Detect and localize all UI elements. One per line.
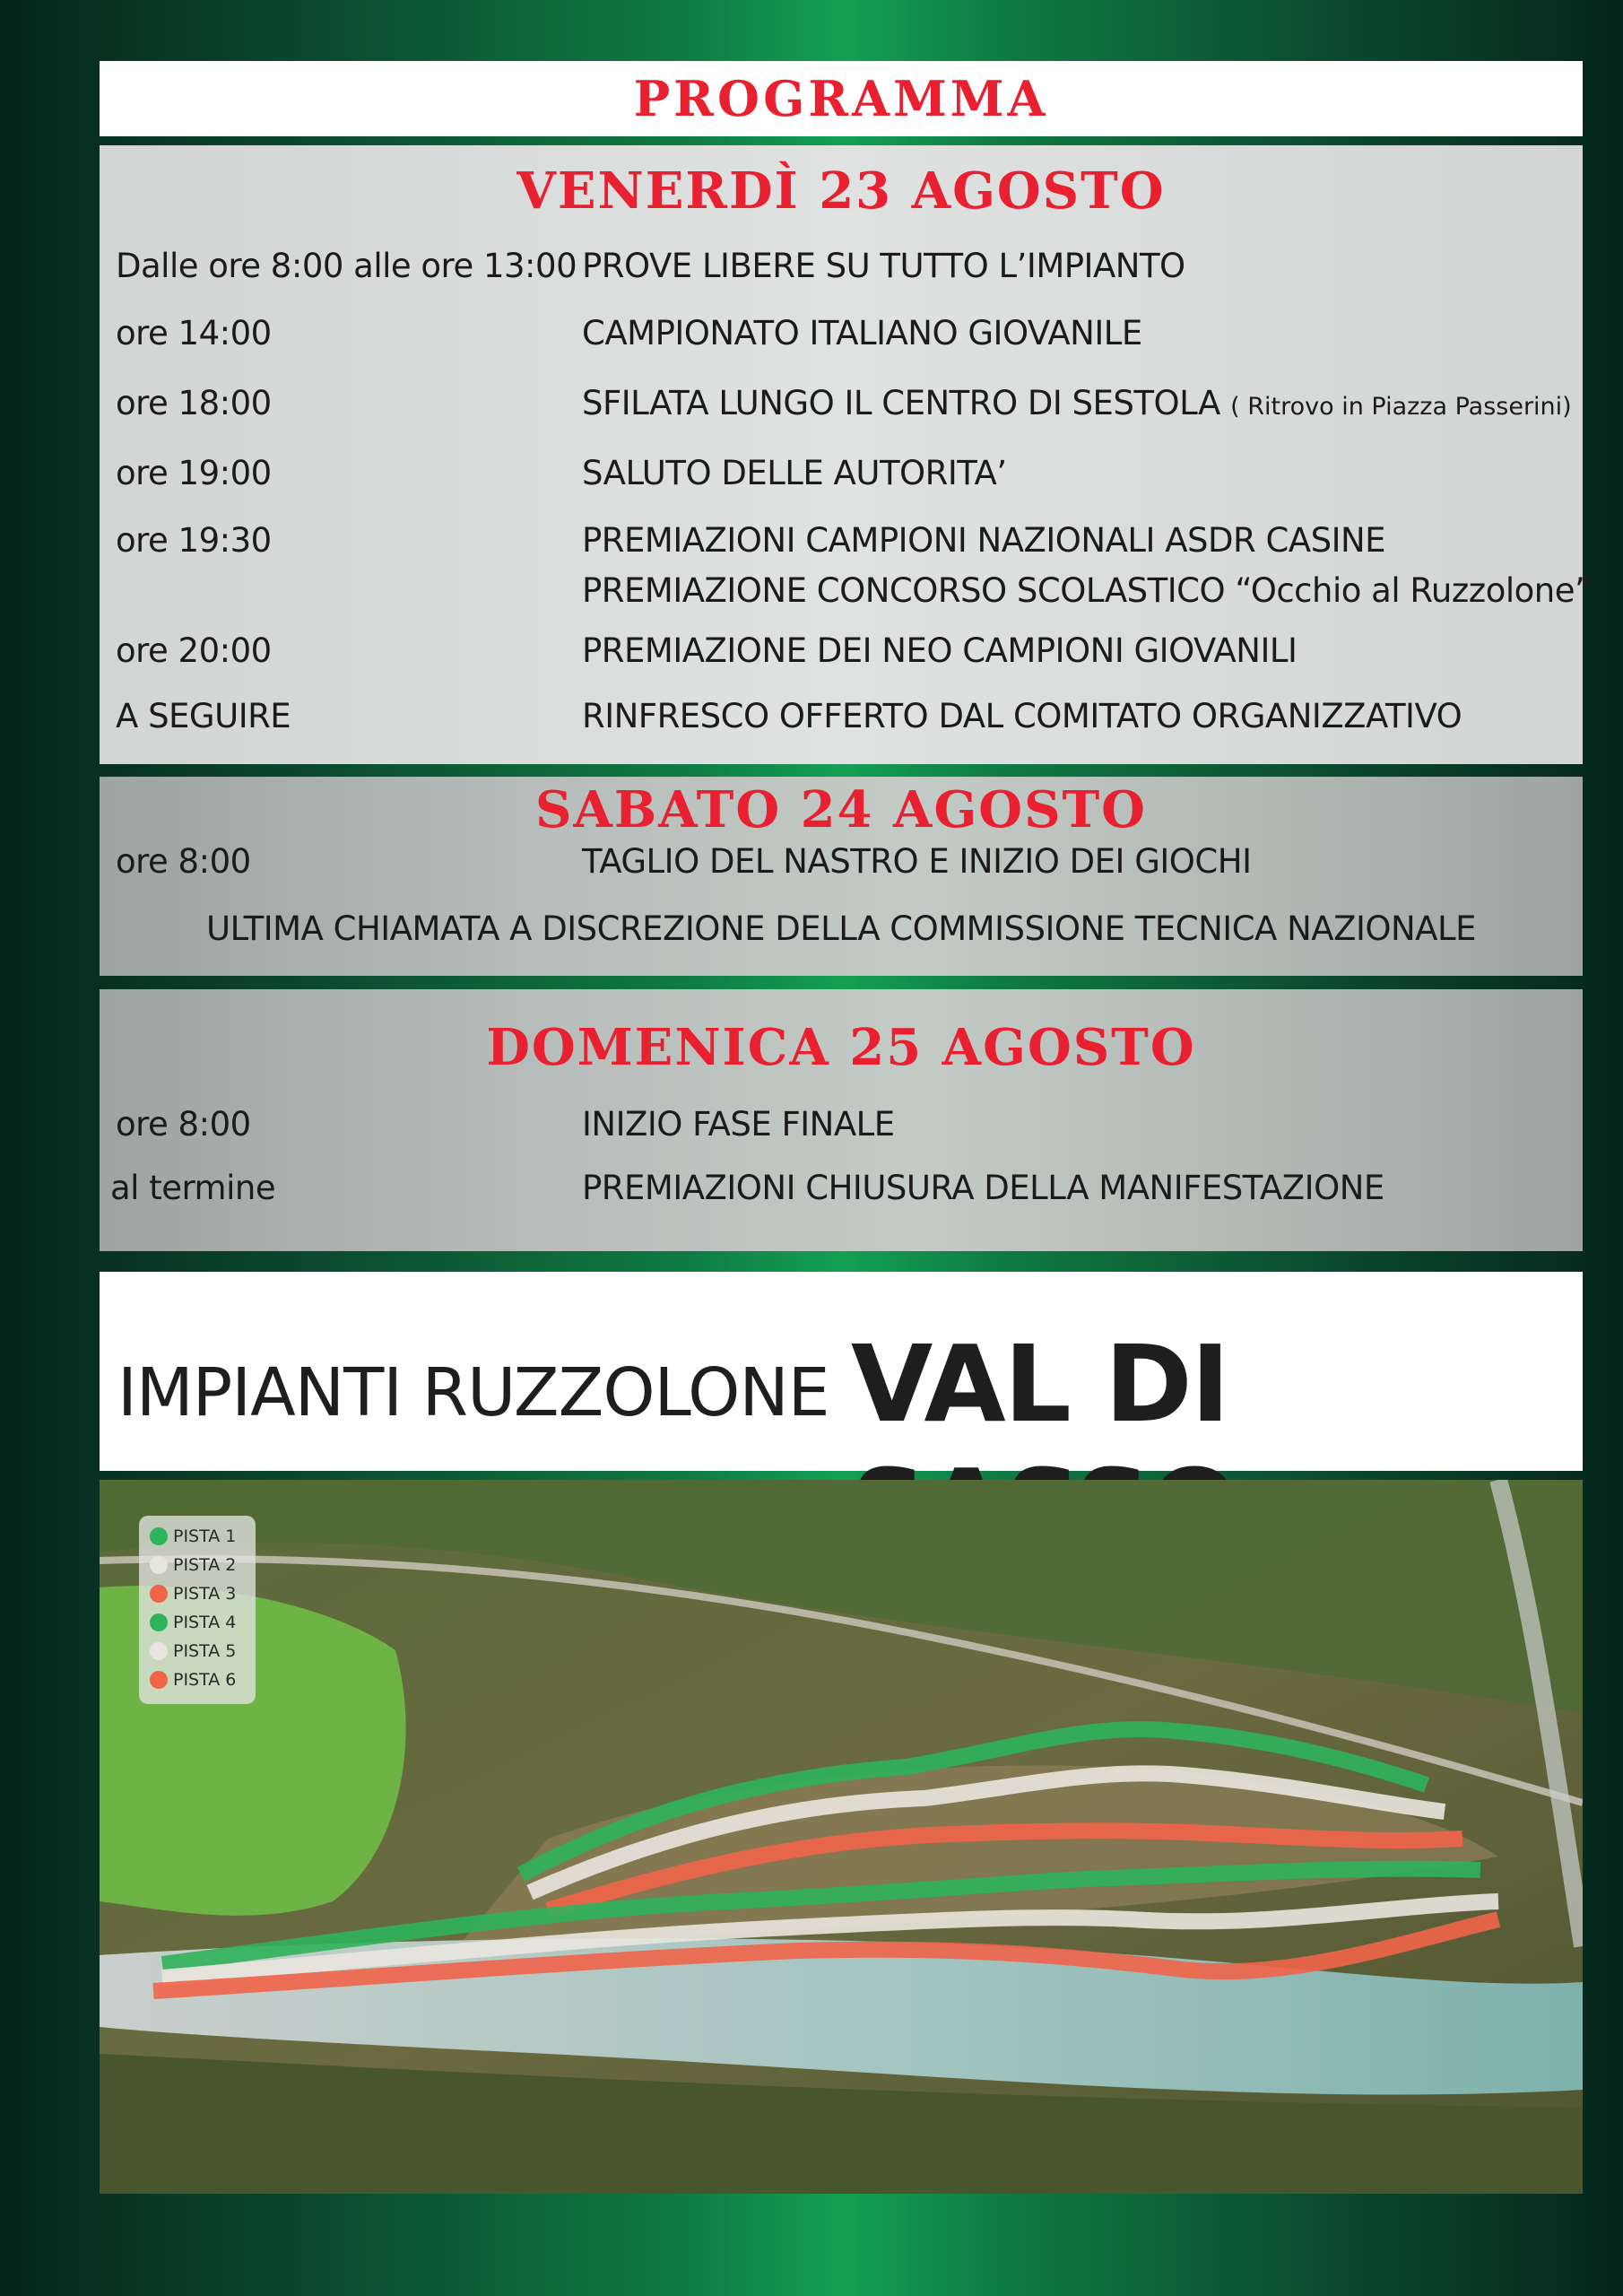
venue-prefix: IMPIANTI RUZZOLONE (117, 1354, 829, 1431)
schedule-desc (582, 381, 1572, 430)
programme-title: PROGRAMMA (633, 70, 1049, 127)
schedule-time: ore 19:00 (116, 454, 272, 492)
schedule-note-row (100, 907, 1583, 952)
schedule-row (100, 451, 1583, 496)
legend-dot (150, 1613, 168, 1631)
schedule-time: ore 18:00 (116, 384, 272, 422)
schedule-desc: PREMIAZIONI CAMPIONI NAZIONALI ASDR CASINE (582, 521, 1386, 560)
schedule-desc: SALUTO DELLE AUTORITA’ (582, 454, 1007, 492)
schedule-row (100, 1166, 1583, 1211)
schedule-row (100, 1102, 1583, 1147)
venue-banner (100, 1272, 1583, 1471)
day-heading: SABATO 24 AGOSTO (535, 780, 1147, 839)
schedule-row (100, 518, 1583, 563)
legend-label: PISTA 5 (173, 1641, 237, 1661)
schedule-desc: CAMPIONATO ITALIANO GIOVANILE (582, 314, 1142, 352)
schedule-desc: TAGLIO DEL NASTRO E INIZIO DEI GIOCHI (582, 842, 1252, 881)
schedule-row (100, 381, 1583, 426)
legend-dot (150, 1556, 168, 1574)
legend-label: PISTA 6 (173, 1670, 237, 1690)
legend-dot (150, 1585, 168, 1603)
schedule-row (100, 839, 1583, 884)
schedule-desc: INIZIO FASE FINALE (582, 1105, 895, 1144)
day-heading: VENERDÌ 23 AGOSTO (516, 161, 1166, 221)
track-legend (139, 1516, 256, 1704)
schedule-desc: RINFRESCO OFFERTO DAL COMITATO ORGANIZZATIVO (582, 697, 1462, 735)
schedule-row (100, 311, 1583, 356)
venue-name: VAL DI (851, 1322, 1228, 1446)
schedule-row (100, 694, 1583, 739)
legend-dot (150, 1642, 168, 1660)
legend-dot (150, 1527, 168, 1545)
schedule-row-continued (100, 569, 1592, 613)
schedule-desc-main: SFILATA LUNGO IL CENTRO DI SESTOLA (582, 384, 1220, 422)
schedule-time: ore 20:00 (116, 631, 272, 670)
schedule-desc: PREMIAZIONE DEI NEO CAMPIONI GIOVANILI (582, 631, 1298, 670)
day-section-saturday (100, 777, 1583, 976)
schedule-note: ULTIMA CHIAMATA A DISCREZIONE DELLA COMMISSIONE TECNICA NAZIONALE (206, 909, 1476, 948)
programme-header (100, 61, 1583, 136)
schedule-time: ore 19:30 (116, 521, 272, 560)
schedule-time: A SEGUIRE (116, 697, 291, 735)
day-section-friday (100, 145, 1592, 764)
schedule-time: Dalle ore 8:00 alle ore 13:00 (116, 247, 577, 285)
legend-label: PISTA 4 (173, 1613, 237, 1632)
schedule-desc: PROVE LIBERE SU TUTTO L’IMPIANTO (582, 247, 1185, 285)
legend-label: PISTA 3 (173, 1584, 237, 1604)
schedule-time: ore 14:00 (116, 314, 272, 352)
schedule-desc: PREMIAZIONE CONCORSO SCOLASTICO “Occhio al Ruzzolone” (582, 571, 1592, 610)
schedule-row (100, 244, 1583, 289)
schedule-time: al termine (110, 1169, 276, 1207)
day-section-sunday (100, 989, 1583, 1251)
schedule-note: ( Ritrovo in Piazza Passerini) (1230, 393, 1572, 421)
legend-label: PISTA 1 (173, 1526, 237, 1546)
schedule-desc: PREMIAZIONI CHIUSURA DELLA MANIFESTAZIONE (582, 1169, 1384, 1207)
aerial-map-illustration (100, 1480, 1583, 2194)
schedule-time: ore 8:00 (116, 1105, 251, 1144)
schedule-time: ore 8:00 (116, 842, 251, 881)
schedule-row (100, 629, 1583, 674)
aerial-photo (100, 1480, 1583, 2194)
day-heading: DOMENICA 25 AGOSTO (486, 1018, 1196, 1077)
legend-dot (150, 1671, 168, 1689)
legend-label: PISTA 2 (173, 1555, 237, 1575)
